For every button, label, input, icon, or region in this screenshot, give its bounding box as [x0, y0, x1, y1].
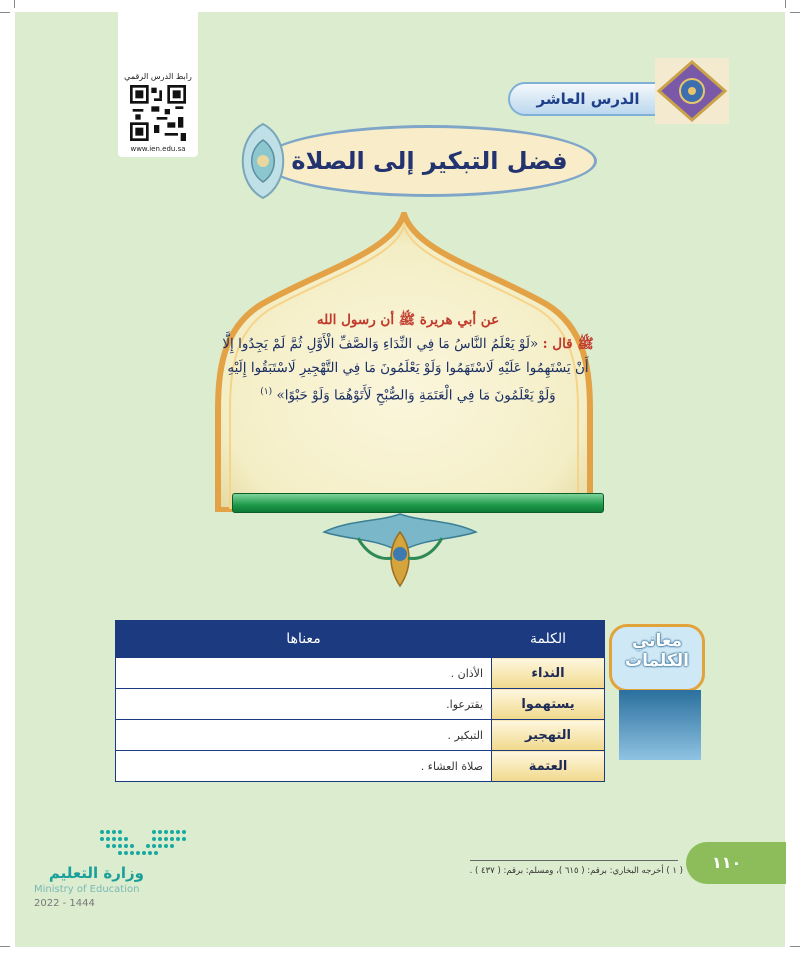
table-row	[116, 658, 605, 689]
vocab-word: التهجير	[492, 720, 605, 751]
table-row	[116, 751, 605, 782]
crop-mark	[0, 946, 10, 947]
column-header-meaning: معناها	[116, 621, 492, 658]
vocabulary-badge-line-1: معاني	[631, 631, 683, 651]
vocab-meaning: صلاة العشاء .	[116, 751, 492, 782]
vocabulary-side-block	[619, 690, 701, 760]
crop-mark	[14, 0, 15, 8]
crop-mark	[790, 12, 800, 13]
title-ornament-icon	[232, 122, 294, 200]
lesson-title-banner	[262, 125, 597, 197]
edition-year: 2022 - 1444	[34, 898, 95, 909]
table-row	[116, 720, 605, 751]
ministry-name-english: Ministry of Education	[34, 884, 140, 895]
page-number: ١١٠	[712, 853, 742, 872]
hadith-body: «لَوْ يَعْلَمُ النَّاسُ مَا فِي النِّدَاءِ وَالصَّفِّ الْأَوَّلِ ثُمَّ لَمْ يَجِدُوا إِلَّا أَنْ يَسْتَهِمُوا عَلَيْهِ لَاسْتَهَمُوا وَلَوْ يَعْلَمُونَ مَا فِي التَّهْجِيرِ لَاسْتَبَقُوا إِلَيْهِ وَلَوْ يَعْلَمُونَ مَا فِي الْعَتَمَةِ وَالصُّبْحِ لَأَتَوْهُمَا وَلَوْ حَبْوًا»	[222, 336, 589, 404]
table-row	[116, 689, 605, 720]
vocabulary-table	[115, 620, 605, 782]
page-number-tab	[686, 842, 786, 884]
crop-mark	[785, 0, 786, 8]
vocabulary-badge	[609, 624, 705, 692]
page-title: فضل التبكير إلى الصلاة	[291, 147, 568, 175]
floral-ornament-icon	[318, 512, 483, 588]
vocabulary-badge-line-2: الكلمات	[625, 651, 689, 671]
table-header-row	[116, 621, 605, 658]
footnote: ( ١ ) أخرجه البخاري: برقم: ( ٦١٥ )، ومسلم: برقم: ( ٤٣٧ ) .	[469, 866, 683, 876]
hadith-qala: ﷺ قال :	[542, 336, 594, 352]
lesson-number-tag	[508, 82, 668, 116]
hadith-narrator: عن أبي هريرة ﷺ أن رسول الله	[316, 312, 500, 328]
arabesque-ornament-icon	[655, 58, 729, 124]
vocab-word: يستهموا	[492, 689, 605, 720]
lesson-number-label: الدرس العاشر	[536, 90, 640, 108]
ministry-logo-icon	[94, 826, 190, 860]
hadith-text-block	[222, 308, 594, 408]
vocab-meaning: يقترعوا.	[116, 689, 492, 720]
footnote-reference: (١)	[260, 387, 273, 397]
qr-label: رابط الدرس الرقمي	[124, 72, 192, 81]
vocab-word: النداء	[492, 658, 605, 689]
vocab-word: العتمة	[492, 751, 605, 782]
vocab-meaning: التبكير .	[116, 720, 492, 751]
column-header-word: الكلمة	[492, 621, 605, 658]
qr-url[interactable]: www.ien.edu.sa	[130, 145, 186, 153]
crop-mark	[0, 12, 10, 13]
footnote-divider	[470, 860, 678, 861]
vocab-meaning: الأذان .	[116, 658, 492, 689]
decorative-green-bar	[232, 493, 604, 513]
crop-mark	[790, 946, 800, 947]
qr-code-icon[interactable]	[130, 85, 186, 141]
ministry-name-arabic: وزارة التعليم	[48, 864, 144, 882]
qr-card[interactable]	[118, 12, 198, 157]
